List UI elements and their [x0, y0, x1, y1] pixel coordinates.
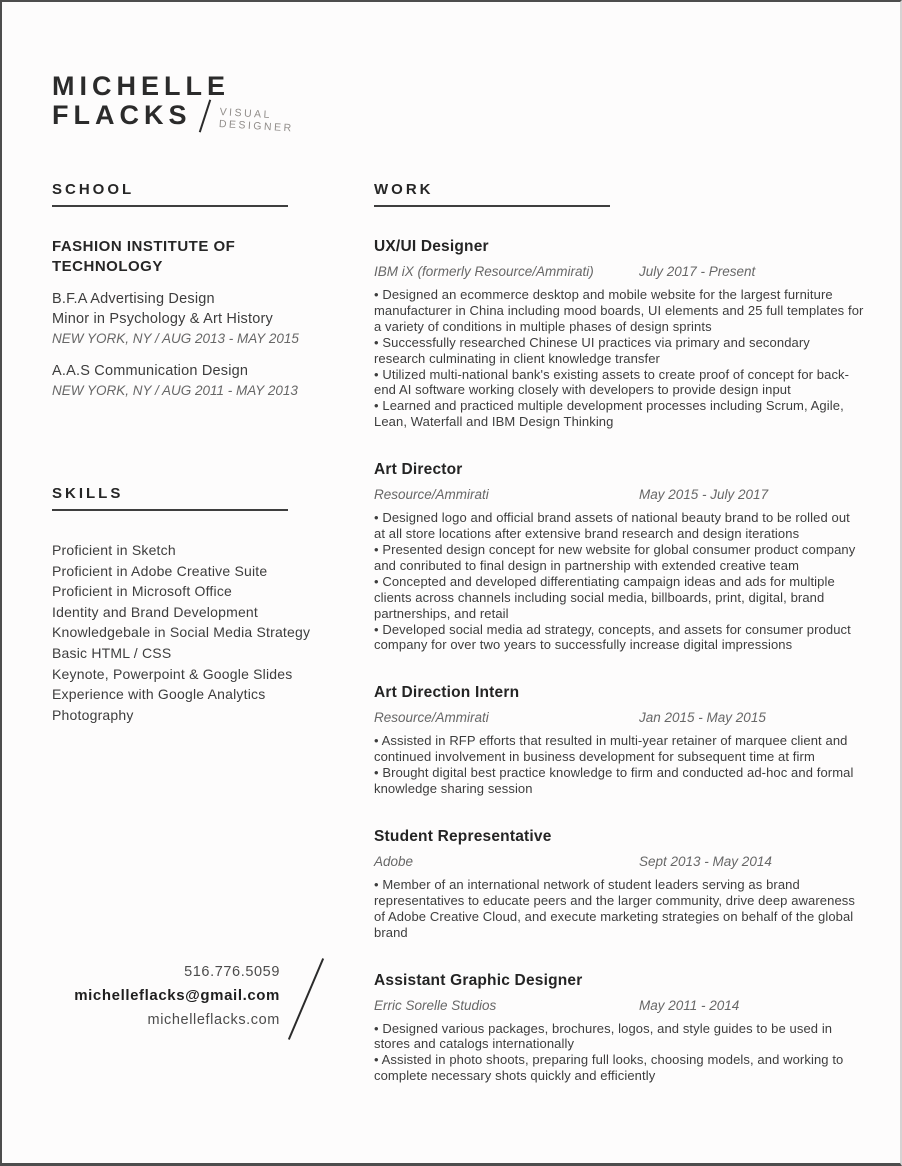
work-heading: WORK: [374, 181, 434, 198]
job-title: Student Representative: [374, 827, 552, 845]
job-meta-row: [374, 263, 864, 280]
job-bullet: • Brought digital best practice knowledge to firm and conducted ad-hoc and formal knowledge sharing session: [374, 765, 854, 797]
work-section: [374, 181, 864, 1084]
job-bullet: • Designed various packages, brochures, logos, and style guides to be used in stores and catalogs internationally: [374, 1020, 833, 1052]
name-last: FLACKS: [52, 100, 192, 130]
degree-location-dates: NEW YORK, NY / AUG 2013 - MAY 2015: [52, 331, 299, 346]
role-title: [218, 106, 294, 135]
skill-item: Experience with Google Analytics: [52, 686, 266, 703]
job-company: Adobe: [374, 853, 414, 869]
job-bullets: [374, 287, 864, 430]
job-meta-row: [374, 997, 864, 1014]
skill-item: Proficient in Microsoft Office: [52, 583, 233, 600]
name-row: [52, 101, 294, 133]
phone-number: 516.776.5059: [184, 964, 280, 980]
degree-name: A.A.S Communication Design: [52, 362, 249, 379]
job-bullet: • Utilized multi-national bank's existing assets to create proof of concept for back-end AI software working closely with developers to provide design input: [374, 366, 850, 398]
job-bullet: • Learned and practiced multiple development processes including Scrum, Agile, Lean, Waterfall and IBM Design Thinking: [374, 398, 844, 430]
header: [52, 72, 294, 133]
contact-slash-icon: [288, 958, 324, 1040]
contact-block: [52, 960, 280, 1032]
skill-item: Keynote, Powerpoint & Google Slides: [52, 665, 293, 682]
job-dates: May 2011 - 2014: [639, 997, 740, 1013]
job-company: Resource/Ammirati: [374, 487, 489, 503]
job-dates: Sept 2013 - May 2014: [639, 853, 772, 869]
website-url: michelleflacks.com: [147, 1012, 280, 1028]
work-entry: [374, 460, 864, 653]
job-meta-row: [374, 709, 864, 726]
skill-item: Proficient in Adobe Creative Suite: [52, 562, 268, 579]
job-bullet: • Member of an international network of student leaders serving as brand representatives to educate peers and the larger community, drive deep awareness of Adobe Creative Cloud, and execute marketing strategies on behalf of the global brand: [374, 876, 855, 940]
school-institution: FASHION INSTITUTE OF TECHNOLOGY: [52, 238, 236, 275]
job-dates: July 2017 - Present: [639, 264, 756, 279]
job-title: Art Director: [374, 461, 463, 479]
job-bullet: • Developed social media ad strategy, concepts, and assets for consumer product company for over two years to successfully increase digital impressions: [374, 621, 851, 653]
job-company: Resource/Ammirati: [374, 710, 489, 726]
job-bullet: • Assisted in photo shoots, preparing full looks, choosing models, and working to complete necessary shots quickly and efficiently: [374, 1052, 844, 1084]
skill-item: Proficient in Sketch: [52, 542, 176, 558]
job-company: Erric Sorelle Studios: [374, 997, 497, 1013]
skills-heading: SKILLS: [52, 485, 124, 502]
skills-section: [52, 485, 342, 725]
skill-item: Photography: [52, 706, 134, 723]
slash-divider-icon: [198, 100, 210, 133]
work-entry: [374, 237, 864, 430]
job-bullets: [374, 877, 864, 941]
school-heading-rule: [52, 205, 288, 207]
skills-list: [52, 540, 342, 725]
job-dates: May 2015 - July 2017: [639, 487, 769, 503]
job-bullets: [374, 510, 864, 653]
role-line-1: VISUAL: [218, 106, 272, 122]
work-entry: [374, 971, 864, 1085]
job-bullet: • Designed an ecommerce desktop and mobile website for the largest furniture manufacturer in China including mood boards, UI elements and 25 full templates for a variety of conditions in multiple phases of design sprints: [374, 287, 864, 334]
job-bullet: • Assisted in RFP efforts that resulted in multi-year retainer of marquee client and continued involvement in business development for subsequent time at firm: [374, 733, 848, 765]
job-title: Art Direction Intern: [374, 684, 520, 702]
work-heading-rule: [374, 205, 610, 207]
job-dates: Jan 2015 - May 2015: [639, 710, 766, 726]
job-meta-row: [374, 853, 864, 870]
job-bullet: • Successfully researched Chinese UI practices via primary and secondary research culminating in client knowledge transfer: [374, 334, 810, 366]
email-address: michelleflacks@gmail.com: [74, 987, 280, 1004]
job-bullets: [374, 1021, 864, 1085]
degree-location-dates: NEW YORK, NY / AUG 2011 - MAY 2013: [52, 383, 298, 398]
job-meta-row: [374, 486, 864, 503]
skill-item: Identity and Brand Development: [52, 603, 259, 620]
skill-item: Knowledgebale in Social Media Strategy: [52, 624, 311, 641]
job-title: UX/UI Designer: [374, 238, 489, 255]
school-section: [52, 181, 332, 401]
job-bullet: • Presented design concept for new website for global consumer product company and conributed to final design in partnership with extended creative team: [374, 541, 856, 573]
degree-minor: Minor in Psychology & Art History: [52, 310, 273, 327]
degree-entry: [52, 290, 332, 349]
job-bullets: [374, 733, 864, 797]
job-bullet: • Concepted and developed differentiating campaign ideas and ads for multiple clients across channels including social media, billboards, print, digital, brand partnerships, and retail: [374, 573, 835, 621]
name-first: MICHELLE: [52, 71, 230, 101]
skill-item: Basic HTML / CSS: [52, 644, 172, 661]
school-heading: SCHOOL: [52, 181, 135, 198]
skills-heading-rule: [52, 509, 288, 511]
job-title: Assistant Graphic Designer: [374, 971, 583, 989]
role-line-2: DESIGNER: [218, 117, 294, 135]
job-bullet: • Designed logo and official brand assets of national beauty brand to be rolled out at all store locations after extensive brand research and design iterations: [374, 510, 850, 542]
job-company: IBM iX (formerly Resource/Ammirati): [374, 264, 594, 279]
work-entry: [374, 683, 864, 797]
degree-entry: [52, 362, 332, 401]
degree-name: B.F.A Advertising Design: [52, 291, 215, 307]
work-entry: [374, 827, 864, 941]
